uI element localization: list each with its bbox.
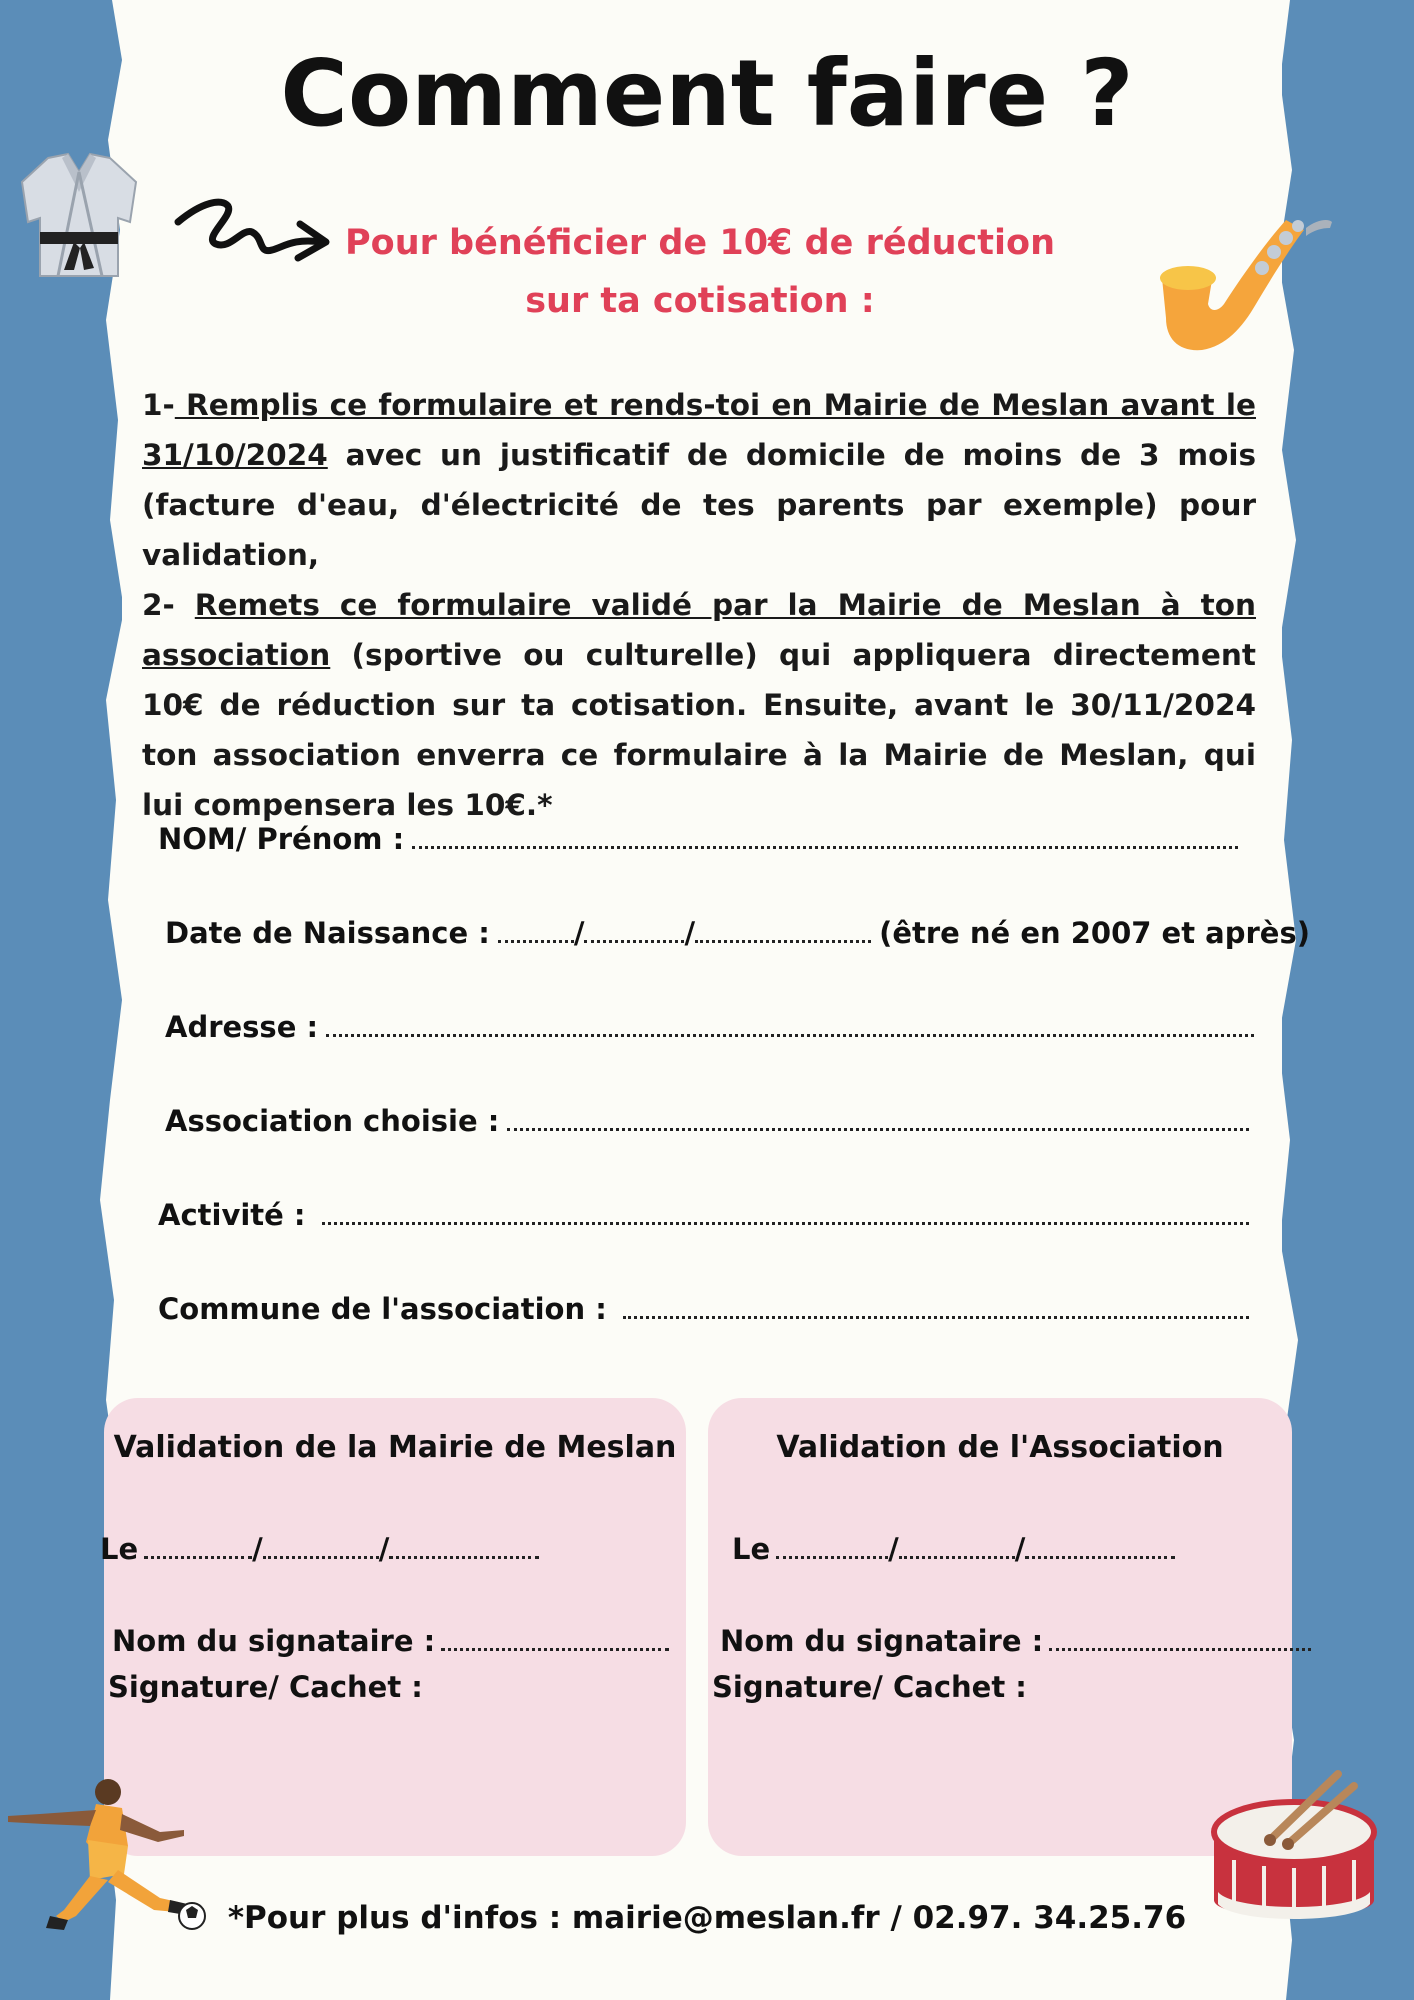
step-1-text — [142, 380, 1256, 580]
subtitle-line-1: Pour bénéficier de 10€ de réduction — [345, 223, 1055, 263]
field-association-line[interactable] — [507, 1127, 1249, 1131]
mairie-date-slash-1: / — [252, 1532, 263, 1566]
asso-box-title: Validation de l'Association — [776, 1430, 1224, 1465]
field-naissance-slash-1: / — [573, 916, 585, 950]
asso-date-label: Le — [732, 1532, 771, 1566]
page-title: Comment faire ? — [280, 40, 1134, 147]
mairie-date-month[interactable] — [263, 1555, 379, 1559]
field-naissance-note: (être né en 2007 et après) — [879, 916, 1310, 950]
judo-kimono-icon — [18, 152, 140, 282]
asso-signature-line — [712, 1670, 1027, 1704]
field-naissance-day[interactable] — [498, 939, 574, 943]
mairie-signataire-field[interactable] — [441, 1647, 669, 1651]
mairie-date-label: Le — [100, 1532, 139, 1566]
mairie-signature-line — [108, 1670, 423, 1704]
mairie-date-line[interactable] — [100, 1532, 539, 1566]
step-2-number: 2- — [142, 588, 195, 622]
field-naissance-slash-2: / — [684, 916, 696, 950]
step-2-underlined: Remets ce formulaire validé par la Mairie de Meslan à ton association — [142, 588, 1256, 672]
asso-date-year[interactable] — [1025, 1555, 1175, 1559]
mairie-date-slash-2: / — [378, 1532, 390, 1566]
field-naissance-label: Date de Naissance : — [165, 916, 490, 950]
footer-contact: *Pour plus d'infos : mairie@meslan.fr / 02.97. 34.25.76 — [227, 1900, 1187, 1936]
asso-signataire-field[interactable] — [1049, 1647, 1311, 1651]
asso-signature-label: Signature/ Cachet : — [712, 1670, 1027, 1704]
field-adresse-line[interactable] — [326, 1033, 1254, 1037]
step-1-rest: avec un justificatif de domicile de moins de 3 mois (facture d'eau, d'électricité de tes parents par exemple) pour validation, — [142, 438, 1256, 572]
step-2-text — [142, 580, 1256, 830]
asso-date-month[interactable] — [899, 1555, 1015, 1559]
step-2-rest: (sportive ou culturelle) qui appliquera directement 10€ de réduction sur ta cotisation. Ensuite, avant le 30/11/2024 ton association enverra ce formulaire à la Mairie de Meslan, qui lui compensera les 10€.* — [142, 638, 1256, 822]
mairie-signataire-line[interactable] — [112, 1624, 669, 1658]
asso-date-day[interactable] — [776, 1555, 888, 1559]
field-activite-line[interactable] — [322, 1221, 1249, 1225]
field-naissance[interactable] — [165, 916, 1310, 950]
field-association[interactable] — [165, 1104, 1249, 1138]
mairie-signataire-label: Nom du signataire : — [112, 1624, 436, 1658]
mairie-date-day[interactable] — [144, 1555, 252, 1559]
asso-signataire-label: Nom du signataire : — [720, 1624, 1044, 1658]
field-naissance-month[interactable] — [584, 939, 684, 943]
field-activite[interactable] — [158, 1198, 1249, 1232]
field-nom-line[interactable] — [412, 845, 1238, 849]
asso-signataire-line[interactable] — [720, 1624, 1311, 1658]
subtitle — [330, 214, 1070, 330]
asso-date-slash-1: / — [888, 1532, 899, 1566]
field-commune-label: Commune de l'association : — [158, 1292, 607, 1326]
subtitle-line-2: sur ta cotisation : — [525, 281, 875, 321]
field-commune-line[interactable] — [623, 1315, 1249, 1319]
field-association-label: Association choisie : — [165, 1104, 500, 1138]
saxophone-icon — [1156, 200, 1336, 360]
mairie-signature-label: Signature/ Cachet : — [108, 1670, 423, 1704]
field-commune[interactable] — [158, 1292, 1249, 1326]
field-nom[interactable] — [158, 822, 1238, 856]
field-adresse[interactable] — [165, 1010, 1254, 1044]
field-activite-label: Activité : — [158, 1198, 306, 1232]
step-1-underlined: Remplis ce formulaire et rends-toi en Mairie de Meslan avant le 31/10/2024 — [142, 388, 1256, 472]
mairie-date-year[interactable] — [389, 1555, 539, 1559]
step-1-number: 1- — [142, 388, 175, 422]
asso-date-slash-2: / — [1014, 1532, 1026, 1566]
squiggle-arrow-icon — [172, 192, 332, 272]
mairie-box-title: Validation de la Mairie de Meslan — [113, 1430, 677, 1465]
field-adresse-label: Adresse : — [165, 1010, 319, 1044]
asso-date-line[interactable] — [732, 1532, 1175, 1566]
field-naissance-year[interactable] — [695, 939, 871, 943]
field-nom-label: NOM/ Prénom : — [158, 822, 405, 856]
